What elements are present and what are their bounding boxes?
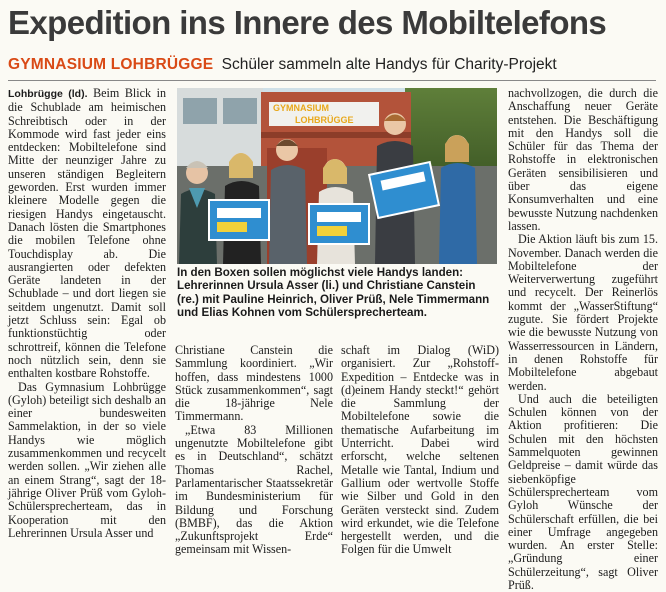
collection-box-left xyxy=(209,200,269,240)
paragraph xyxy=(8,87,166,381)
kicker-label: GYMNASIUM LOHBRÜGGE xyxy=(8,56,214,73)
paragraph: Die Aktion läuft bis zum 15. November. Danach werden die Mobiltelefone der Weiterverwertung zugeführt und recycelt. Der Reinerlös kommt der „WasserStiftung“ zugute. Sie fördert Projekte wie die bewusste Nutzung von Wasserressourcen in Ländern, in denen Rohstoffe für Mobiltelefone abgebaut werden. xyxy=(508,232,658,393)
paragraph: „Etwa 83 Millionen ungenutzte Mobiltelefone gibt es in Deutschland“, schätzt Thomas Rachel, Parlamentarischer Staatssekretär im Bundesministerium für Bildung und Forschung (BMBF), das die Aktion „Zukunftsprojekt Erde“ gemeinsam mit Wissen- xyxy=(175,422,333,557)
paragraph: Christiane Canstein die Sammlung koordiniert. „Wir hoffen, dass mindestens 1000 Stück zusammenkommen“, sagt die 18-jährige Nele Timmermann. xyxy=(175,343,333,424)
collection-box-middle xyxy=(309,204,369,244)
text-column-2 xyxy=(175,344,333,564)
photo-caption: In den Boxen sollen möglichst viele Handys landen: Lehrerinnen Ursula Asser (li.) und Christiane Canstein (re.) mit Pauline Heinrich, Oliver Prüß, Nele Timmermann und Elias Kohnen vom Schülersprecherteam. xyxy=(177,266,490,320)
dateline: Lohbrügge (ld). xyxy=(8,88,88,100)
paragraph-text: Beim Blick in die Schublade am heimischen Schreibtisch oder in der Kommode wird fast jeder eins entdecken: Mobiltelefone sind Mitte der neunziger Jahre zu unseren ständigen Begleitern geworden. Erst wurden immer kleinere Modelle gegen die riesigen Handys eingetauscht. Danach lösten die Smartphones die mobilen Telefone ohne Touchdisplay ab. Die ausrangierten oder defekten Geräte landeten in der Schublade – und dort liegen sie seitdem ungenutzt. Damit soll jetzt Schluss sein: Egal ob funktionstüchtig oder schrottreif, können die Telefone noch nützlich sein, denn sie enthalten kostbare Rohstoffe. xyxy=(8,86,166,381)
text-column-4 xyxy=(508,86,658,592)
article-subhead xyxy=(8,56,658,74)
paragraph: Und auch die beteiligten Schulen können von der Aktion profitieren: Die Schulen mit den höchsten Sammelquoten gewinnen Geldpreise – damit würde das siebenköpfige Schülersprecherteam vom Gyloh Wünsche der Schülerschaft erfüllen, die bei einer Umfrage angegeben wurden. An erster Stelle: „Gründung einer Schülerzeitung“, sagt Oliver Prüß. xyxy=(508,391,658,592)
article-photo xyxy=(177,88,497,264)
building-sign-line1: GYMNASIUM xyxy=(273,103,329,113)
article-headline: Expedition ins Innere des Mobiltelefons xyxy=(8,4,607,41)
paragraph: nachvollzogen, die durch die Anschaffung neuer Geräte entstehen. Die Beschäftigung mit den Handys soll die Schüler für das Thema der Rohstoffe in elektronischen Geräten sensibilisieren und über das eigene Konsumverhalten und eine bewusste Nutzung nachdenken lassen. xyxy=(508,86,658,233)
group-photo-image xyxy=(177,88,497,264)
paragraph: Das Gymnasium Lohbrügge (Gyloh) beteiligt sich deshalb an einer bundesweiten Sammelaktion, in der so viele Handys wie möglich zusammenkommen und recycelt werden sollen. „Wir ziehen alle an einem Strang“, sagt der 18-jährige Oliver Prüß vom Gyloh-Schülersprecherteam, das in Kooperation mit den Lehrerinnen Ursula Asser und xyxy=(8,379,166,540)
text-column-3 xyxy=(341,344,499,564)
text-column-1 xyxy=(8,87,166,567)
paragraph: schaft im Dialog (WiD) organisiert. Zur „Rohstoff-Expedition – Entdecke was in (d)einem Handy steckt!“ gehört die Sammlung der Mobiltelefone sowie die thematische Aufarbeitung im Unterricht. Dabei wird erforscht, welche seltenen Metalle wie Tantal, Indium und Gallium oder wertvolle Stoffe wie Silber und Gold in den Geräten versteckt sind. Zudem wird erkundet, wie die Telefone hergestellt werden, und die Folgen für die Umwelt xyxy=(341,343,499,557)
building-sign-line2: LOHBRÜGGE xyxy=(295,115,354,125)
article-subtitle: Schüler sammeln alte Handys für Charity-Projekt xyxy=(221,56,557,73)
header-divider xyxy=(8,80,656,81)
